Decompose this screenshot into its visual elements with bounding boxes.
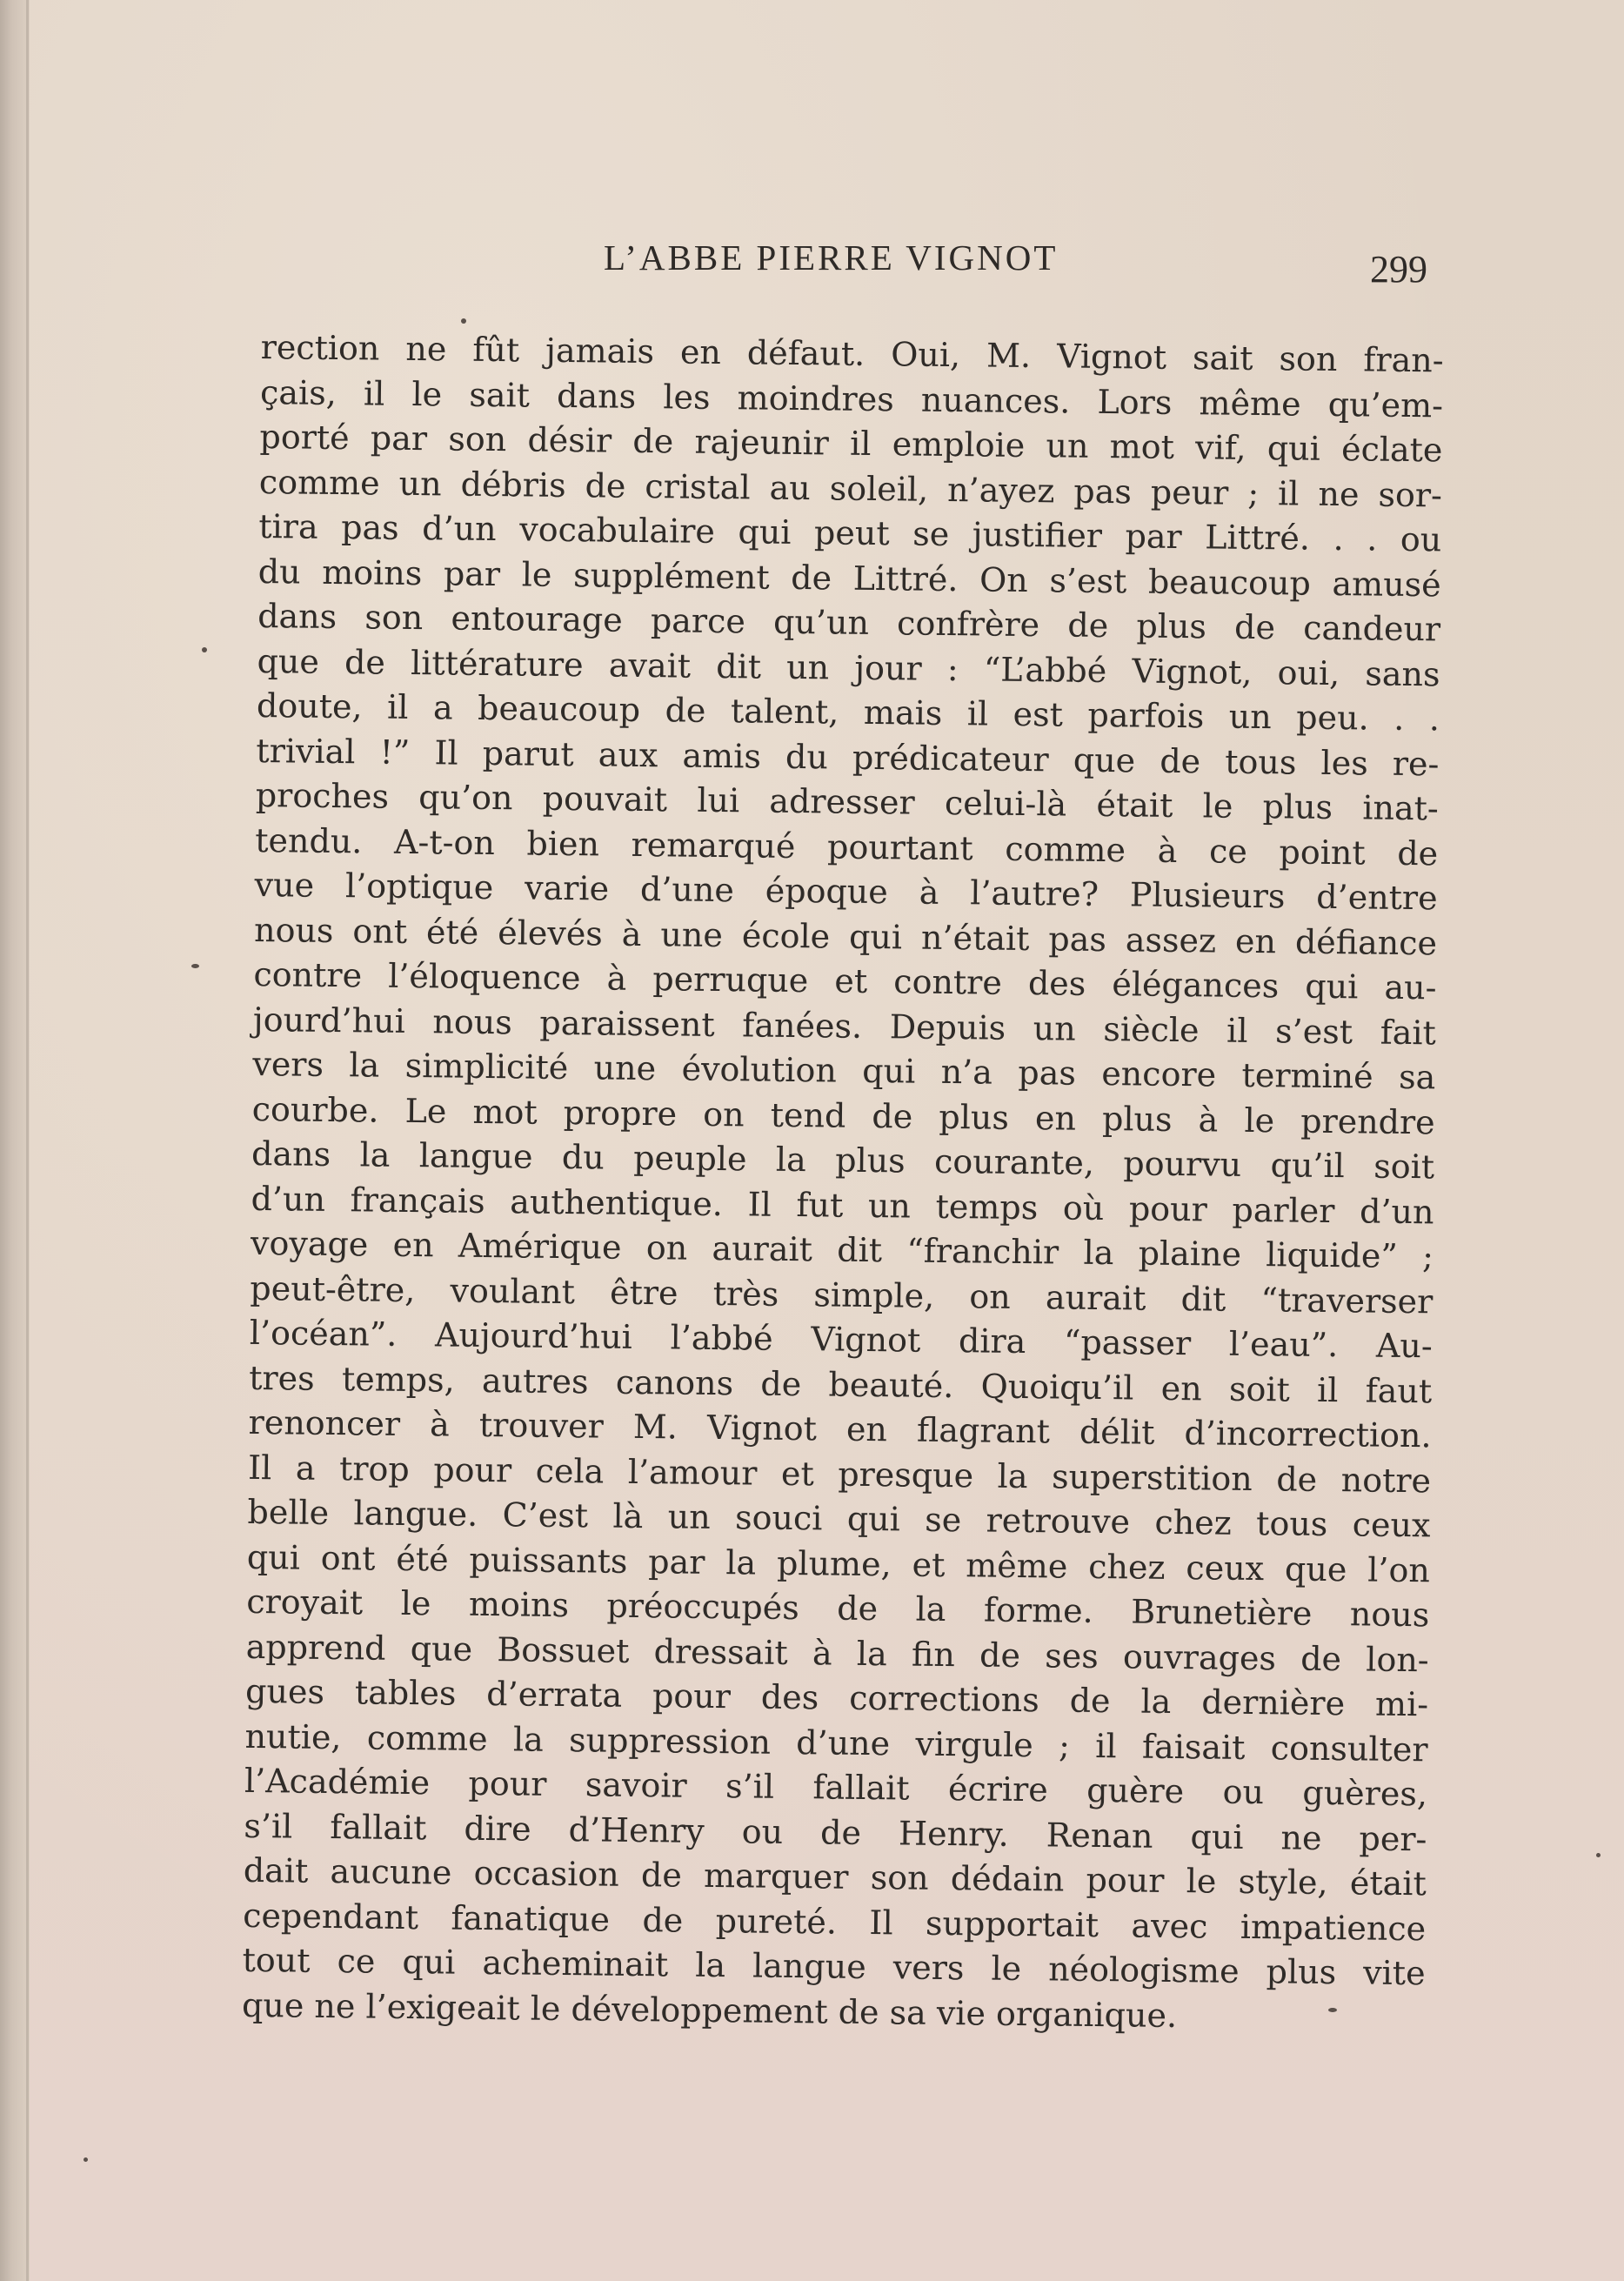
text-line: s’il fallait dire d’Henry ou de Henry. Renan qui ne per- [244,1806,1427,1858]
text-line: dans son entourage parce qu’un confrère de plus de candeur [257,596,1441,649]
text-line: peut-être, voulant être très simple, on aurait dit “traverser [250,1268,1434,1321]
text-line: courbe. Le mot propre on tend de plus en plus à le prendre [251,1089,1435,1141]
text-line: l’Académie pour savoir s’il fallait écrire guère ou guères, [244,1761,1428,1814]
text-line: croyait le moins préoccupés de la forme. Brunetière nous [246,1582,1430,1635]
text-line: cependant fanatique de pureté. Il supportait avec impatience [243,1896,1427,1948]
text-line: porté par son désir de rajeunir il emploie un mot vif, qui éclate [259,417,1443,470]
text-line: tira pas d’un vocabulaire qui peut se justifier par Littré. . . ou [258,506,1442,559]
text-line: çais, il le sait dans les moindres nuances. Lors même qu’em- [259,372,1444,425]
text-line: trivial !” Il parut aux amis du prédicateur que de tous les re- [256,731,1440,783]
text-line: tres temps, autres canons de beauté. Quoiqu’il en soit il faut [249,1358,1433,1410]
text-line: qui ont été puissants par la plume, et même chez ceux que l’on [246,1537,1431,1589]
paper-speck [84,2157,88,2162]
page-number: 299 [1370,248,1427,291]
text-line: que de littérature avait dit un jour : “L’abbé Vignot, oui, sans [257,641,1440,693]
paper-speck [191,964,199,968]
text-line: apprend que Bossuet dressait à la fin de ses ouvrages de lon- [245,1627,1429,1679]
text-line: dans la langue du peuple la plus courante, pourvu qu’il soit [251,1134,1435,1187]
text-line: dait aucune occasion de marquer son dédain pour le style, était [243,1850,1427,1903]
paper-speck [1328,2008,1337,2012]
paper-speck [202,647,207,652]
running-head-title: L’ABBE PIERRE VIGNOT [604,237,1059,278]
text-line: doute, il a beaucoup de talent, mais il est parfois un peu. . . [256,686,1440,739]
page-gutter [0,0,30,2281]
text-line: tout ce qui acheminait la langue vers le néologisme plus vite [242,1940,1426,1993]
text-line: proches qu’on pouvait lui adresser celui-là était le plus inat- [255,775,1440,828]
text-line: comme un débris de cristal au soleil, n’ayez pas peur ; il ne sor- [258,462,1443,514]
text-line: tendu. A-t-on bien remarqué pourtant comme à ce point de [255,820,1439,873]
page-gutter-edge [26,0,29,2281]
text-line: que ne l’exigeait le développement de sa vie organique. [241,1985,1178,2035]
text-line: voyage en Amérique on aurait dit “franchir la plaine liquide” ; [250,1223,1434,1276]
text-line: d’un français authentique. Il fut un temps où pour parler d’un [251,1179,1434,1231]
text-line: renoncer à trouver M. Vignot en flagrant délit d’incorrection. [248,1402,1432,1455]
paper-speck [461,318,466,324]
text-line: du moins par le supplément de Littré. On s’est beaucoup amusé [257,552,1441,604]
paper-speck [1596,1853,1601,1857]
text-line: nutie, comme la suppression d’une virgule ; il faisait consulter [244,1716,1428,1769]
body-paragraph [242,325,1444,2041]
text-line: gues tables d’errata pour des corrections de la dernière mi- [244,1671,1429,1724]
text-line: vers la simplicité une évolution qui n’a pas encore terminé sa [252,1044,1436,1097]
text-line: vue l’optique varie d’une époque à l’autre? Plusieurs d’entre [254,865,1438,918]
text-line: l’océan”. Aujourd’hui l’abbé Vignot dira “passer l’eau”. Au- [249,1313,1434,1366]
text-line: jourd’hui nous paraissent fanées. Depuis un siècle il s’est fait [252,1000,1437,1052]
text-line: Il a trop pour cela l’amour et presque la superstition de notre [247,1448,1432,1500]
text-line: belle langue. C’est là un souci qui se retrouve chez tous ceux [247,1492,1431,1545]
text-line: rection ne fût jamais en défaut. Oui, M. Vignot sait son fran- [260,327,1444,380]
text-line: contre l’éloquence à perruque et contre des élégances qui au- [253,954,1437,1007]
text-line: nous ont été élevés à une école qui n’était pas assez en défiance [253,910,1438,962]
